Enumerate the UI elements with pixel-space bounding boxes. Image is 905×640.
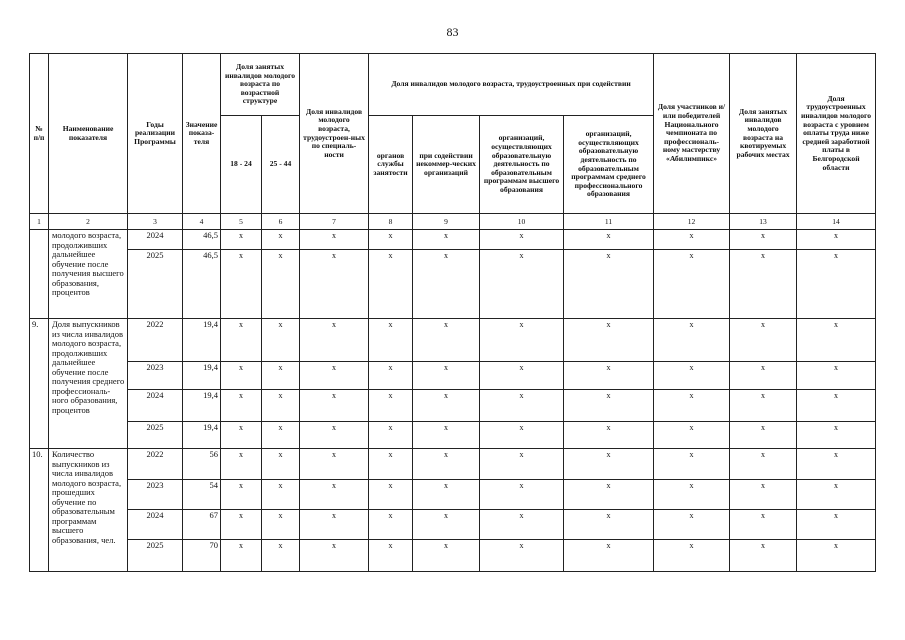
- x-mark-cell: x: [413, 250, 480, 319]
- x-mark-cell: x: [300, 422, 369, 449]
- x-mark-cell: x: [413, 510, 480, 540]
- x-mark-cell: x: [797, 319, 876, 362]
- x-mark-cell: x: [480, 230, 564, 250]
- x-mark-cell: x: [564, 480, 654, 510]
- x-mark-cell: x: [797, 449, 876, 480]
- x-mark-cell: x: [369, 250, 413, 319]
- table-row: [30, 319, 876, 362]
- x-mark-cell: x: [262, 540, 300, 572]
- x-mark-cell: x: [413, 540, 480, 572]
- x-mark-cell: x: [730, 319, 797, 362]
- year-cell: 2024: [128, 230, 183, 250]
- x-mark-cell: x: [730, 510, 797, 540]
- table-row: [30, 422, 876, 449]
- column-number: 14: [797, 214, 876, 230]
- x-mark-cell: x: [369, 362, 413, 390]
- table-row: [30, 250, 876, 319]
- column-number: 6: [262, 214, 300, 230]
- year-cell: 2025: [128, 250, 183, 319]
- x-mark-cell: x: [564, 422, 654, 449]
- column-number: 4: [183, 214, 221, 230]
- row-number: [30, 230, 49, 319]
- header-employment-service: органов службы занятости: [369, 116, 413, 214]
- x-mark-cell: x: [221, 422, 262, 449]
- x-mark-cell: x: [369, 319, 413, 362]
- value-cell: 67: [183, 510, 221, 540]
- x-mark-cell: x: [300, 480, 369, 510]
- table-row: [30, 449, 876, 480]
- x-mark-cell: x: [369, 422, 413, 449]
- x-mark-cell: x: [797, 510, 876, 540]
- x-mark-cell: x: [262, 480, 300, 510]
- x-mark-cell: x: [654, 230, 730, 250]
- x-mark-cell: x: [480, 362, 564, 390]
- x-mark-cell: x: [221, 230, 262, 250]
- header-age-18-24: 18 - 24: [221, 116, 262, 214]
- x-mark-cell: x: [564, 390, 654, 422]
- x-mark-cell: x: [221, 319, 262, 362]
- header-higher-education: организаций, осуществляющих образовательную деятельность по образовательным программам высшего образования: [480, 116, 564, 214]
- value-cell: 54: [183, 480, 221, 510]
- column-number: 9: [413, 214, 480, 230]
- x-mark-cell: x: [221, 510, 262, 540]
- year-cell: 2024: [128, 510, 183, 540]
- x-mark-cell: x: [730, 422, 797, 449]
- x-mark-cell: x: [564, 540, 654, 572]
- x-mark-cell: x: [730, 230, 797, 250]
- header-quota-jobs: Доля занятых инвалидов молодого возраста на квотируемых рабочих местах: [730, 54, 797, 214]
- x-mark-cell: x: [369, 449, 413, 480]
- value-cell: 56: [183, 449, 221, 480]
- column-number: 10: [480, 214, 564, 230]
- year-cell: 2025: [128, 422, 183, 449]
- x-mark-cell: x: [480, 319, 564, 362]
- x-mark-cell: x: [413, 480, 480, 510]
- x-mark-cell: x: [654, 480, 730, 510]
- header-age-structure: Доля занятых инвалидов молодого возраста по возрастной структуре: [221, 54, 300, 116]
- table-row: [30, 230, 876, 250]
- x-mark-cell: x: [413, 449, 480, 480]
- x-mark-cell: x: [654, 449, 730, 480]
- x-mark-cell: x: [797, 390, 876, 422]
- x-mark-cell: x: [564, 510, 654, 540]
- table-row: [30, 540, 876, 572]
- x-mark-cell: x: [300, 319, 369, 362]
- column-number: 12: [654, 214, 730, 230]
- x-mark-cell: x: [413, 422, 480, 449]
- x-mark-cell: x: [262, 319, 300, 362]
- x-mark-cell: x: [300, 362, 369, 390]
- header-assisted: Доля инвалидов молодого возраста, трудоустроенных при содействии: [369, 54, 654, 116]
- x-mark-cell: x: [480, 449, 564, 480]
- x-mark-cell: x: [480, 422, 564, 449]
- indicator-name: Доля выпускников из числа инвалидов молодого возраста, продолживших дальнейшее обучение после получения среднего профессиональ-ного образования, процентов: [49, 319, 128, 449]
- year-cell: 2024: [128, 390, 183, 422]
- x-mark-cell: x: [369, 390, 413, 422]
- column-number: 8: [369, 214, 413, 230]
- x-mark-cell: x: [300, 510, 369, 540]
- header-age-25-44: 25 - 44: [262, 116, 300, 214]
- column-number: 5: [221, 214, 262, 230]
- x-mark-cell: x: [654, 540, 730, 572]
- row-number: 10.: [30, 449, 49, 572]
- header-value: Значение показа-теля: [183, 54, 221, 214]
- x-mark-cell: x: [413, 230, 480, 250]
- value-cell: 19,4: [183, 319, 221, 362]
- x-mark-cell: x: [221, 540, 262, 572]
- x-mark-cell: x: [300, 449, 369, 480]
- x-mark-cell: x: [262, 422, 300, 449]
- year-cell: 2023: [128, 480, 183, 510]
- year-cell: 2023: [128, 362, 183, 390]
- x-mark-cell: x: [262, 250, 300, 319]
- x-mark-cell: x: [262, 449, 300, 480]
- value-cell: 19,4: [183, 362, 221, 390]
- x-mark-cell: x: [730, 250, 797, 319]
- header-nonprofit: при содействии некоммер-ческих организаций: [413, 116, 480, 214]
- x-mark-cell: x: [369, 510, 413, 540]
- column-number: 3: [128, 214, 183, 230]
- indicator-name: Количество выпускников из числа инвалидов молодого возраста, прошедших обучение по образовательным программам высшего образования, чел.: [49, 449, 128, 572]
- x-mark-cell: x: [730, 362, 797, 390]
- x-mark-cell: x: [413, 390, 480, 422]
- value-cell: 19,4: [183, 390, 221, 422]
- x-mark-cell: x: [654, 319, 730, 362]
- x-mark-cell: x: [413, 319, 480, 362]
- x-mark-cell: x: [654, 422, 730, 449]
- x-mark-cell: x: [564, 230, 654, 250]
- x-mark-cell: x: [797, 540, 876, 572]
- row-number: 9.: [30, 319, 49, 449]
- table-row: [30, 390, 876, 422]
- x-mark-cell: x: [221, 390, 262, 422]
- x-mark-cell: x: [797, 250, 876, 319]
- x-mark-cell: x: [300, 390, 369, 422]
- x-mark-cell: x: [480, 540, 564, 572]
- value-cell: 46,5: [183, 250, 221, 319]
- page-number: 83: [446, 25, 459, 39]
- x-mark-cell: x: [480, 250, 564, 319]
- x-mark-cell: x: [654, 510, 730, 540]
- x-mark-cell: x: [564, 362, 654, 390]
- value-cell: 70: [183, 540, 221, 572]
- table-row: [30, 510, 876, 540]
- column-number: 2: [49, 214, 128, 230]
- x-mark-cell: x: [369, 540, 413, 572]
- x-mark-cell: x: [564, 319, 654, 362]
- x-mark-cell: x: [221, 362, 262, 390]
- year-cell: 2025: [128, 540, 183, 572]
- header-by-specialty: Доля инвалидов молодого возраста, трудоустроен-ных по специаль-ности: [300, 54, 369, 214]
- year-cell: 2022: [128, 449, 183, 480]
- x-mark-cell: x: [300, 230, 369, 250]
- column-number: 7: [300, 214, 369, 230]
- x-mark-cell: x: [480, 510, 564, 540]
- x-mark-cell: x: [300, 540, 369, 572]
- x-mark-cell: x: [797, 230, 876, 250]
- x-mark-cell: x: [262, 390, 300, 422]
- column-number: 1: [30, 214, 49, 230]
- x-mark-cell: x: [654, 250, 730, 319]
- x-mark-cell: x: [369, 480, 413, 510]
- x-mark-cell: x: [480, 480, 564, 510]
- header-number: № п/п: [30, 54, 49, 214]
- x-mark-cell: x: [262, 362, 300, 390]
- x-mark-cell: x: [221, 449, 262, 480]
- x-mark-cell: x: [730, 449, 797, 480]
- year-cell: 2022: [128, 319, 183, 362]
- x-mark-cell: x: [564, 250, 654, 319]
- x-mark-cell: x: [654, 362, 730, 390]
- header-low-wage: Доля трудоустроенных инвалидов молодого возраста с уровнем оплаты труда ниже средней заработной платы в Белгородской области: [797, 54, 876, 214]
- table-row: [30, 480, 876, 510]
- x-mark-cell: x: [480, 390, 564, 422]
- x-mark-cell: x: [730, 540, 797, 572]
- x-mark-cell: x: [221, 480, 262, 510]
- x-mark-cell: x: [797, 480, 876, 510]
- header-years: Годы реализации Программы: [128, 54, 183, 214]
- x-mark-cell: x: [300, 250, 369, 319]
- x-mark-cell: x: [730, 480, 797, 510]
- x-mark-cell: x: [730, 390, 797, 422]
- column-number: 13: [730, 214, 797, 230]
- x-mark-cell: x: [797, 362, 876, 390]
- x-mark-cell: x: [369, 230, 413, 250]
- x-mark-cell: x: [221, 250, 262, 319]
- header-indicator-name: Наименование показателя: [49, 54, 128, 214]
- x-mark-cell: x: [564, 449, 654, 480]
- header-vocational-education: организаций, осуществляющих образовательную деятельность по образовательным программам среднего профессионального образования: [564, 116, 654, 214]
- x-mark-cell: x: [262, 230, 300, 250]
- column-number: 11: [564, 214, 654, 230]
- x-mark-cell: x: [413, 362, 480, 390]
- column-numbers-row: [30, 214, 876, 230]
- table-row: [30, 362, 876, 390]
- x-mark-cell: x: [262, 510, 300, 540]
- header-abilympics: Доля участников и/или победителей Национального чемпионата по профессиональ-ному мастерству «Абилимпикс»: [654, 54, 730, 214]
- value-cell: 46,5: [183, 230, 221, 250]
- x-mark-cell: x: [654, 390, 730, 422]
- value-cell: 19,4: [183, 422, 221, 449]
- x-mark-cell: x: [797, 422, 876, 449]
- indicator-name: молодого возраста, продолживших дальнейшее обучение после получения высшего образования, процентов: [49, 230, 128, 319]
- indicators-table: [29, 53, 876, 572]
